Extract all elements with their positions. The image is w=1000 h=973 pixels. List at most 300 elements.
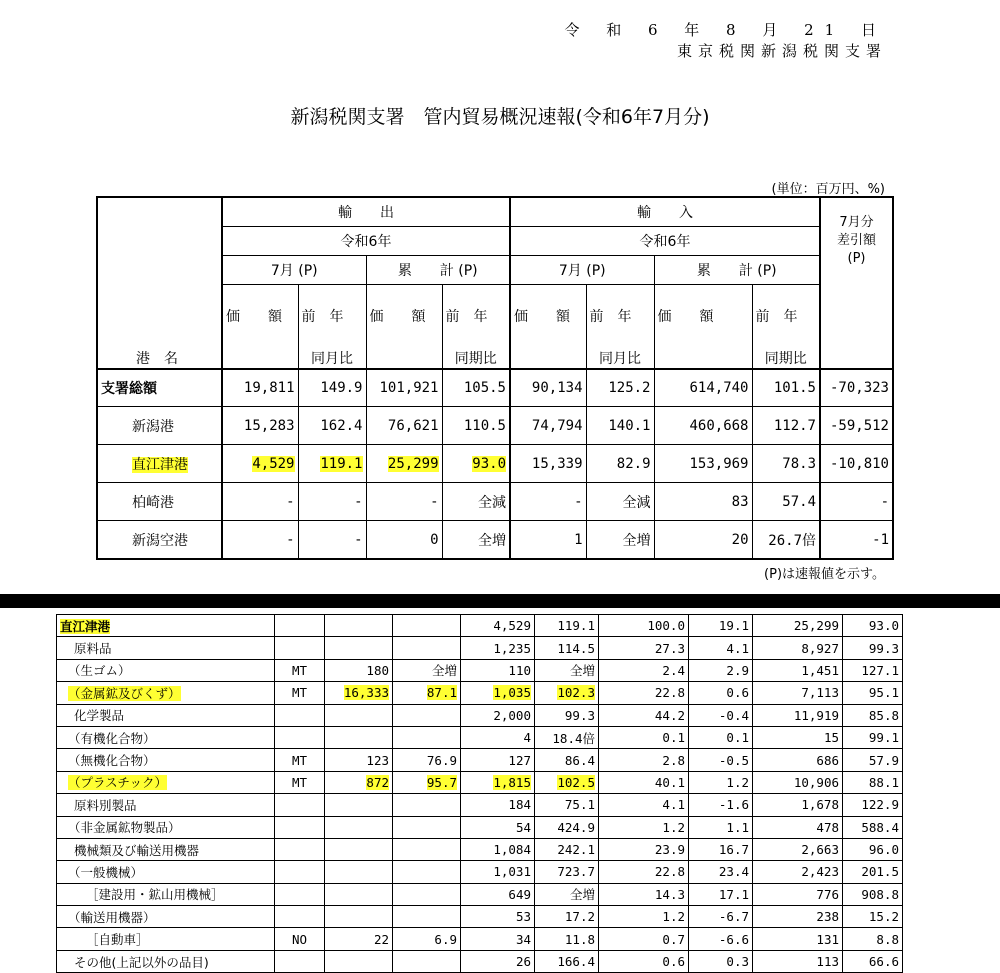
port-name-text: 新潟空港 — [132, 532, 188, 549]
detail-value: 776 — [816, 886, 839, 902]
summary-value: 0 — [430, 531, 439, 548]
summary-cell-im-c — [654, 483, 752, 521]
detail-cell-vr — [535, 838, 599, 860]
detail-cell-val — [461, 704, 535, 726]
detail-row — [57, 906, 903, 928]
detail-cell-contrib — [689, 659, 753, 681]
detail-value: 102.5 — [557, 774, 595, 790]
summary-cell-ex-cr — [442, 407, 510, 445]
detail-value: 11.8 — [564, 931, 595, 947]
commodity-label-text: （生ゴム） — [68, 663, 131, 679]
summary-value: 105.5 — [463, 380, 506, 396]
export-month-header: 7月 (P) — [222, 255, 366, 284]
detail-value: -0.4 — [718, 707, 749, 723]
detail-cell-cval — [753, 950, 843, 972]
detail-value: 1,815 — [493, 774, 531, 790]
detail-value: 1.1 — [726, 819, 749, 835]
summary-cell-im-mr — [586, 369, 654, 407]
detail-cell-cval — [753, 861, 843, 883]
detail-cell-unit — [275, 906, 325, 928]
detail-cell-val — [461, 816, 535, 838]
detail-value: 588.4 — [861, 819, 899, 835]
detail-value: 1,678 — [801, 797, 839, 813]
detail-value: 184 — [508, 797, 531, 813]
ex-m-value-label: 価 額 — [222, 284, 298, 348]
detail-cell-qty — [325, 682, 393, 704]
detail-cell-contrib — [689, 883, 753, 905]
port-name — [97, 445, 222, 483]
summary-value: 82.9 — [616, 455, 651, 472]
detail-cell-cval — [753, 928, 843, 950]
report-date: 令 和 6 年 8 月 21 日 — [564, 21, 887, 39]
detail-value: 25,299 — [793, 618, 839, 634]
detail-cell-qty — [325, 726, 393, 748]
detail-cell-contrib — [689, 928, 753, 950]
detail-value: 114.5 — [557, 640, 595, 656]
detail-cell-cr — [843, 816, 903, 838]
summary-value: 101,921 — [379, 380, 439, 396]
summary-cell-im-m — [510, 407, 586, 445]
detail-row — [57, 749, 903, 771]
detail-cell-contrib — [689, 906, 753, 928]
detail-cell-qr — [393, 950, 461, 972]
detail-cell-unit — [275, 794, 325, 816]
detail-cell-cval — [753, 659, 843, 681]
detail-cell-unit — [275, 749, 325, 771]
summary-row — [97, 445, 893, 483]
detail-value: -1.6 — [718, 797, 749, 813]
detail-cell-unit — [275, 704, 325, 726]
summary-value: 25,299 — [387, 455, 439, 472]
detail-value: 19.1 — [718, 618, 749, 634]
detail-cell-qr — [393, 659, 461, 681]
detail-value: 131 — [816, 931, 839, 947]
detail-row — [57, 950, 903, 972]
detail-cell-val — [461, 861, 535, 883]
detail-value: 11,919 — [793, 707, 839, 723]
detail-cell-cval — [753, 794, 843, 816]
detail-cell-cr — [843, 794, 903, 816]
detail-cell-qr — [393, 928, 461, 950]
commodity-label — [57, 928, 275, 950]
commodity-label — [57, 615, 275, 637]
summary-cell-ex-m — [222, 369, 298, 407]
detail-cell-val — [461, 883, 535, 905]
detail-cell-vr — [535, 950, 599, 972]
detail-cell-qty — [325, 794, 393, 816]
summary-value: 110.5 — [463, 417, 506, 434]
detail-cell-cval — [753, 682, 843, 704]
detail-cell-contrib — [689, 950, 753, 972]
summary-cell-im-cr — [752, 407, 820, 445]
detail-value: MT — [291, 752, 308, 768]
im-same-period-label: 同期比 — [752, 348, 820, 369]
summary-cell-bal — [820, 407, 893, 445]
detail-cell-share — [599, 771, 689, 793]
summary-value: 全減 — [622, 494, 651, 511]
detail-cell-cr — [843, 726, 903, 748]
detail-cell-vr — [535, 659, 599, 681]
detail-cell-cval — [753, 771, 843, 793]
detail-cell-cr — [843, 749, 903, 771]
commodity-label — [57, 682, 275, 704]
detail-value: 17.2 — [564, 909, 595, 925]
detail-value: 54 — [515, 819, 531, 835]
detail-value: 99.3 — [868, 640, 899, 656]
im-same-month-label: 同月比 — [586, 348, 654, 369]
detail-cell-qr — [393, 794, 461, 816]
detail-value: MT — [291, 774, 308, 790]
detail-cell-contrib — [689, 637, 753, 659]
summary-value: 19,811 — [243, 380, 295, 396]
port-name — [97, 521, 222, 560]
summary-cell-im-c — [654, 521, 752, 560]
detail-value: 14.3 — [654, 886, 685, 902]
detail-value: 1,084 — [493, 842, 531, 858]
detail-cell-cval — [753, 816, 843, 838]
commodity-label — [57, 906, 275, 928]
commodity-label-text: （有機化合物） — [68, 730, 156, 746]
summary-cell-ex-c — [366, 521, 442, 560]
detail-cell-vr — [535, 749, 599, 771]
detail-value: 0.1 — [726, 730, 749, 746]
detail-value: 15 — [823, 730, 839, 746]
summary-cell-im-mr — [586, 407, 654, 445]
detail-value: 66.6 — [868, 954, 899, 970]
detail-table — [56, 614, 903, 973]
commodity-label — [57, 838, 275, 860]
detail-cell-qty — [325, 704, 393, 726]
detail-value: 75.1 — [564, 797, 595, 813]
detail-cell-cval — [753, 749, 843, 771]
summary-cell-im-c — [654, 445, 752, 483]
summary-cell-ex-c — [366, 445, 442, 483]
blank-3 — [510, 348, 586, 369]
detail-row — [57, 615, 903, 637]
summary-value: 162.4 — [320, 417, 363, 434]
detail-cell-contrib — [689, 771, 753, 793]
detail-row — [57, 771, 903, 793]
detail-cell-share — [599, 816, 689, 838]
detail-cell-contrib — [689, 704, 753, 726]
detail-cell-contrib — [689, 726, 753, 748]
detail-value: 87.1 — [426, 685, 457, 701]
detail-cell-cr — [843, 615, 903, 637]
detail-cell-cval — [753, 615, 843, 637]
commodity-label-text: ［建設用・鉱山用機械］ — [86, 887, 224, 903]
detail-value: 76.9 — [426, 752, 457, 768]
summary-value: -1 — [872, 531, 889, 548]
detail-value: 0.1 — [662, 730, 685, 746]
detail-value: 2,000 — [493, 707, 531, 723]
detail-value: 8,927 — [801, 640, 839, 656]
detail-value: 23.9 — [654, 842, 685, 858]
commodity-label-text: （金属鉱及びくず） — [68, 685, 181, 701]
detail-cell-cval — [753, 906, 843, 928]
import-cum-header: 累 計 (P) — [654, 255, 820, 284]
detail-cell-cr — [843, 906, 903, 928]
detail-cell-cval — [753, 838, 843, 860]
summary-cell-im-mr — [586, 521, 654, 560]
summary-cell-bal — [820, 445, 893, 483]
port-name-text: 支署総額 — [101, 381, 157, 397]
ex-c-value-label: 価 額 — [366, 284, 442, 348]
summary-cell-im-c — [654, 407, 752, 445]
detail-cell-cval — [753, 883, 843, 905]
detail-value: 113 — [816, 954, 839, 970]
detail-value: 6.9 — [434, 931, 457, 947]
commodity-label-text: （プラスチック） — [68, 775, 168, 791]
detail-value: 95.7 — [426, 774, 457, 790]
detail-cell-vr — [535, 637, 599, 659]
detail-cell-val — [461, 726, 535, 748]
detail-cell-cr — [843, 838, 903, 860]
detail-cell-unit — [275, 771, 325, 793]
commodity-label-text: 機械類及び輸送用機器 — [74, 842, 200, 858]
summary-cell-ex-cr — [442, 521, 510, 560]
detail-row — [57, 637, 903, 659]
detail-value: 4,529 — [493, 618, 531, 634]
summary-cell-im-m — [510, 483, 586, 521]
commodity-label — [57, 771, 275, 793]
detail-cell-qr — [393, 682, 461, 704]
detail-value: 34 — [515, 931, 531, 947]
detail-value: 2,663 — [801, 842, 839, 858]
commodity-label-text: 直江津港 — [60, 618, 111, 634]
commodity-label-text: 化学製品 — [74, 708, 125, 724]
detail-cell-vr — [535, 861, 599, 883]
detail-value: 4.1 — [726, 640, 749, 656]
summary-value: 1 — [574, 531, 583, 548]
detail-value: 649 — [508, 886, 531, 902]
summary-row — [97, 483, 893, 521]
detail-cell-unit — [275, 928, 325, 950]
detail-cell-qr — [393, 816, 461, 838]
detail-cell-share — [599, 659, 689, 681]
summary-cell-ex-mr — [298, 369, 366, 407]
detail-cell-qr — [393, 771, 461, 793]
detail-value: 0.6 — [662, 954, 685, 970]
port-name-label: 港 名 — [97, 348, 222, 369]
balance-header-label: 7月分 差引額 (P) — [836, 215, 876, 267]
detail-cell-vr — [535, 704, 599, 726]
detail-row — [57, 682, 903, 704]
balance-header — [820, 197, 893, 284]
port-name-text: 直江津港 — [132, 456, 188, 473]
detail-cell-qty — [325, 861, 393, 883]
detail-value: 95.1 — [868, 685, 899, 701]
detail-cell-vr — [535, 883, 599, 905]
detail-cell-val — [461, 637, 535, 659]
summary-row — [97, 407, 893, 445]
summary-value: 140.1 — [608, 417, 651, 434]
detail-value: 127 — [508, 752, 531, 768]
summary-cell-ex-cr — [442, 445, 510, 483]
summary-value: 15,283 — [243, 417, 295, 434]
detail-cell-unit — [275, 861, 325, 883]
detail-cell-val — [461, 928, 535, 950]
summary-cell-ex-cr — [442, 483, 510, 521]
detail-cell-qty — [325, 615, 393, 637]
detail-value: 686 — [816, 752, 839, 768]
detail-cell-vr — [535, 906, 599, 928]
detail-cell-share — [599, 749, 689, 771]
summary-value: 15,339 — [531, 455, 583, 472]
detail-cell-cr — [843, 771, 903, 793]
detail-value: 2,423 — [801, 864, 839, 880]
summary-cell-bal — [820, 369, 893, 407]
summary-cell-bal — [820, 483, 893, 521]
detail-cell-qty — [325, 749, 393, 771]
detail-cell-share — [599, 883, 689, 905]
detail-cell-qr — [393, 838, 461, 860]
detail-value: 100.0 — [647, 618, 685, 634]
summary-value: 614,740 — [689, 380, 749, 396]
detail-cell-share — [599, 682, 689, 704]
detail-cell-vr — [535, 794, 599, 816]
balance-blank — [820, 284, 893, 348]
detail-cell-cr — [843, 928, 903, 950]
summary-value: 149.9 — [320, 380, 363, 396]
detail-cell-contrib — [689, 615, 753, 637]
detail-value: 0.7 — [662, 931, 685, 947]
detail-value: 2.9 — [726, 662, 749, 678]
detail-cell-qr — [393, 861, 461, 883]
summary-cell-ex-mr — [298, 483, 366, 521]
detail-row — [57, 794, 903, 816]
summary-cell-ex-m — [222, 483, 298, 521]
summary-cell-im-cr — [752, 483, 820, 521]
summary-cell-im-m — [510, 521, 586, 560]
summary-value: -59,512 — [829, 417, 889, 434]
summary-value: - — [354, 493, 363, 510]
detail-value: 26 — [515, 954, 531, 970]
commodity-label — [57, 950, 275, 972]
ex-c-prev-label: 前 年 — [442, 284, 510, 348]
detail-value: 16,333 — [343, 685, 389, 701]
detail-cell-unit — [275, 615, 325, 637]
detail-value: 88.1 — [868, 774, 899, 790]
office-name: 東京税関新潟税関支署 — [676, 42, 887, 60]
detail-cell-qty — [325, 771, 393, 793]
detail-cell-share — [599, 861, 689, 883]
preliminary-note: (P)は速報値を示す。 — [764, 567, 885, 582]
detail-cell-vr — [535, 682, 599, 704]
commodity-label-text: ［自動車］ — [86, 932, 149, 948]
detail-cell-cval — [753, 704, 843, 726]
detail-cell-contrib — [689, 682, 753, 704]
summary-value: -70,323 — [829, 380, 889, 396]
detail-cell-val — [461, 794, 535, 816]
blank-2 — [366, 348, 442, 369]
detail-cell-vr — [535, 771, 599, 793]
im-c-prev-label: 前 年 — [752, 284, 820, 348]
detail-value: 10,906 — [793, 774, 839, 790]
detail-cell-share — [599, 615, 689, 637]
detail-value: 22.8 — [654, 864, 685, 880]
detail-value: 40.1 — [654, 774, 685, 790]
summary-value: - — [286, 493, 295, 510]
detail-cell-cr — [843, 883, 903, 905]
detail-cell-cr — [843, 861, 903, 883]
commodity-label — [57, 726, 275, 748]
commodity-label — [57, 816, 275, 838]
detail-value: 122.9 — [861, 797, 899, 813]
detail-cell-contrib — [689, 861, 753, 883]
summary-value: - — [286, 531, 295, 548]
detail-value: -6.7 — [718, 909, 749, 925]
summary-cell-im-mr — [586, 445, 654, 483]
detail-cell-unit — [275, 950, 325, 972]
detail-cell-vr — [535, 816, 599, 838]
detail-cell-unit — [275, 726, 325, 748]
detail-cell-cval — [753, 726, 843, 748]
port-name-text: 柏崎港 — [132, 494, 174, 511]
detail-value: 2.8 — [662, 752, 685, 768]
detail-cell-val — [461, 659, 535, 681]
detail-value: MT — [291, 685, 308, 701]
detail-cell-cr — [843, 659, 903, 681]
summary-cell-im-cr — [752, 521, 820, 560]
detail-cell-contrib — [689, 749, 753, 771]
port-name-text: 新潟港 — [132, 418, 174, 435]
detail-value: MT — [291, 662, 308, 678]
commodity-label — [57, 883, 275, 905]
detail-cell-cval — [753, 637, 843, 659]
detail-value: 119.1 — [557, 618, 595, 634]
summary-cell-im-c — [654, 369, 752, 407]
summary-cell-ex-m — [222, 407, 298, 445]
detail-row — [57, 726, 903, 748]
summary-cell-ex-cr — [442, 369, 510, 407]
summary-value: 90,134 — [531, 380, 583, 396]
detail-cell-qr — [393, 704, 461, 726]
detail-value: 110 — [508, 662, 531, 678]
summary-cell-bal — [820, 521, 893, 560]
detail-cell-val — [461, 771, 535, 793]
summary-value: 93.0 — [472, 455, 506, 472]
summary-cell-ex-mr — [298, 521, 366, 560]
im-m-value-label: 価 額 — [510, 284, 586, 348]
summary-cell-ex-c — [366, 483, 442, 521]
detail-cell-share — [599, 928, 689, 950]
detail-value: 1,451 — [801, 662, 839, 678]
detail-value: 57.9 — [868, 752, 899, 768]
detail-cell-contrib — [689, 794, 753, 816]
detail-cell-qty — [325, 659, 393, 681]
summary-cell-ex-c — [366, 369, 442, 407]
detail-cell-qr — [393, 749, 461, 771]
commodity-label — [57, 637, 275, 659]
summary-value: 460,668 — [689, 417, 749, 434]
commodity-label — [57, 749, 275, 771]
detail-row — [57, 704, 903, 726]
detail-value: 1,031 — [493, 864, 531, 880]
summary-cell-im-cr — [752, 369, 820, 407]
summary-value: 101.5 — [773, 380, 816, 396]
detail-cell-unit — [275, 883, 325, 905]
detail-cell-share — [599, 838, 689, 860]
detail-value: 93.0 — [868, 618, 899, 634]
port-name — [97, 483, 222, 521]
detail-value: 723.7 — [557, 864, 595, 880]
detail-cell-qty — [325, 928, 393, 950]
commodity-label — [57, 861, 275, 883]
summary-value: 26.7倍 — [768, 532, 816, 549]
detail-cell-unit — [275, 816, 325, 838]
detail-value: 17.1 — [718, 886, 749, 902]
detail-cell-qty — [325, 950, 393, 972]
